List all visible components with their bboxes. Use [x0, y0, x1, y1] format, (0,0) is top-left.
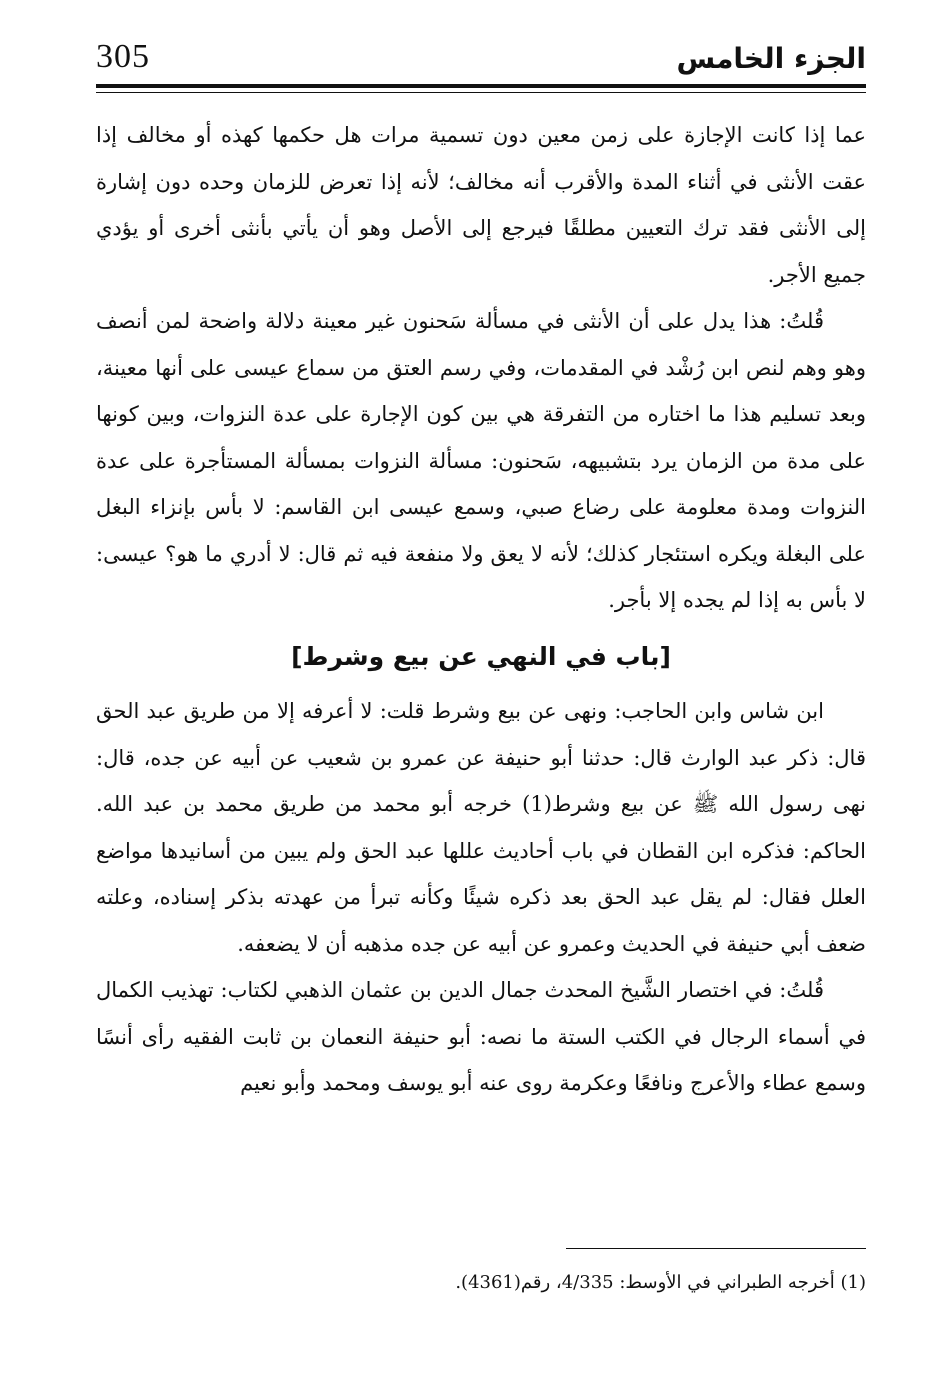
paragraph-2: قُلتُ: هذا يدل على أن الأنثى في مسألة سَحنون غير معينة دلالة واضحة لمن أنصف وهو وهم لنص ابن رُشْد في المقدمات، وفي رسم العتق من سماع عيسى على أنها معينة، وبعد تسليم هذا ما اختاره من التفرقة هي بين كون الإجارة على عدة النزوات، وبين كونها على مدة من الزمان يرد بتشبيهه، سَحنون: مسألة النزوات بمسألة المستأجرة على عدة النزوات ومدة معلومة على رضاع صبي، وسمع عيسى ابن القاسم: لا بأس بإنزاء البغل على البغلة ويكره استئجار كذلك؛ لأنه لا يعق ولا منفعة فيه ثم قال: لا أدري ما هو؟ عيسى: لا بأس به إذا لم يجده إلا بأجر.: [96, 309, 866, 612]
paragraph-1: عما إذا كانت الإجازة على زمن معين دون تسمية مرات هل حكمها كهذه أو مخالف إذا عقت الأنثى في أثناء المدة والأقرب أنه مخالف؛ لأنه إذا تعرض للزمان وحده دون إشارة إلى الأنثى فقد ترك التعيين مطلقًا فيرجع إلى الأصل وهو أن يأتي بأنثى أخرى أو يؤدي جميع الأجر.: [96, 123, 866, 287]
paragraph-4: قُلتُ: في اختصار الشَّيخ المحدث جمال الدين بن عثمان الذهبي لكتاب: تهذيب الكمال في أسماء الرجال في الكتب الستة ما نصه: أبو حنيفة النعمان بن ثابت الفقيه رأى أنسًا وسمع عطاء والأعرج ونافعًا وعكرمة روى عنه أبو يوسف ومحمد وأبو نعيم: [96, 978, 866, 1095]
header-rule-thin: [96, 92, 866, 93]
page-header: [96, 28, 866, 84]
header-rule-thick: [96, 84, 866, 88]
section-title: [باب في النهي عن بيع وشرط]: [291, 641, 671, 671]
footnote: (1) أخرجه الطبراني في الأوسط: 4/335، رقم(4361).: [455, 1272, 866, 1293]
paragraph-3: ابن شاس وابن الحاجب: ونهى عن بيع وشرط قلت: لا أعرفه إلا من طريق عبد الحق قال: ذكر عبد الوارث قال: حدثنا أبو حنيفة عن عمرو بن شعيب عن أبيه عن جده، قال: نهى رسول الله ﷺ عن بيع وشرط(1) خرجه أبو محمد من طريق محمد بن عبد الله. الحاكم: فذكره ابن القطان في باب أحاديث عللها عبد الحق ولم يبين من أسانيدها مواضع العلل فقال: لم يقل عبد الحق بعد ذكره شيئًا وكأنه تبرأ من عهدته بذكر إسناده، وعلته ضعف أبي حنيفة في الحديث وعمرو عن أبيه عن جده مذهبه أن لا يضعفه.: [96, 699, 866, 956]
footnote-rule: [566, 1248, 866, 1249]
running-title: الجزء الخامس: [676, 42, 866, 75]
page-number: 305: [96, 38, 150, 75]
main-text: [96, 112, 866, 1107]
